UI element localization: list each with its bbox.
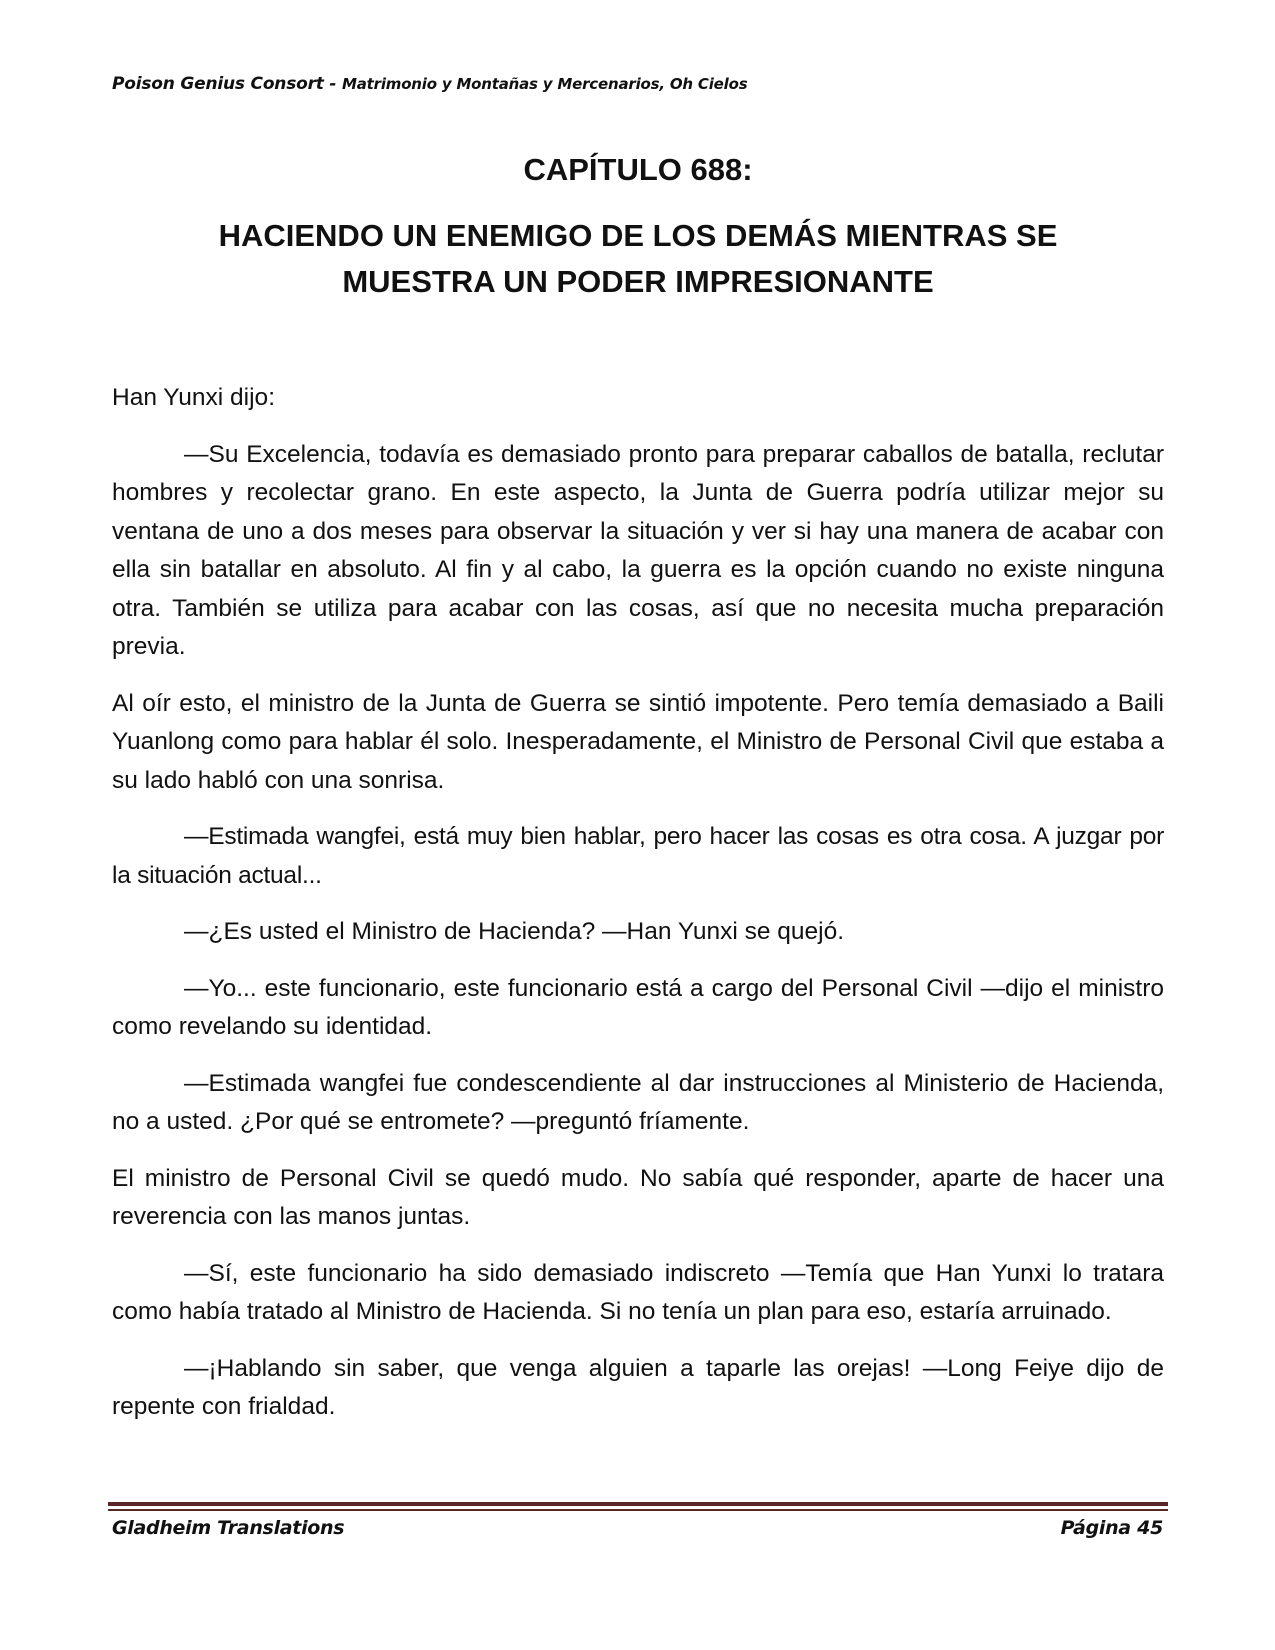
- paragraph: —Estimada wangfei, está muy bien hablar, pero hacer las cosas es otra cosa. A juzgar por la situación actual...: [112, 823, 1164, 889]
- paragraph: —Sí, este funcionario ha sido demasiado indiscreto —Temía que Han Yunxi lo tratara como había tratado al Ministro de Hacienda. Si no tenía un plan para eso, estaría arruinado.: [112, 1259, 1164, 1325]
- book-title: Matrimonio y Montañas y Mercenarios, Oh Cielos: [342, 75, 748, 93]
- chapter-number: CAPÍTULO 688:: [523, 152, 753, 187]
- paragraph: —¡Hablando sin saber, que venga alguien a taparle las orejas! —Long Feiye dijo de repente con frialdad.: [112, 1354, 1164, 1420]
- running-header: [112, 74, 747, 94]
- body-text: [112, 379, 1164, 1445]
- paragraph: —Yo... este funcionario, este funcionario está a cargo del Personal Civil —dijo el ministro como revelando su identidad.: [112, 974, 1164, 1040]
- paragraph: El ministro de Personal Civil se quedó mudo. No sabía qué responder, aparte de hacer una reverencia con las manos juntas.: [112, 1164, 1164, 1230]
- chapter-title: HACIENDO UN ENEMIGO DE LOS DEMÁS MIENTRAS SE MUESTRA UN PODER IMPRESIONANTE: [218, 218, 1058, 299]
- footer-rule: [108, 1502, 1168, 1506]
- footer-page-number: Página 45: [1060, 1517, 1163, 1539]
- paragraph: —¿Es usted el Ministro de Hacienda? —Han Yunxi se quejó.: [184, 918, 845, 945]
- paragraph: Al oír esto, el ministro de la Junta de Guerra se sintió impotente. Pero temía demasiado a Baili Yuanlong como para hablar él solo. Inesperadamente, el Ministro de Personal Civil que estaba a su lado habló con una sonrisa.: [112, 689, 1164, 794]
- series-title: Poison Genius Consort: [112, 74, 324, 94]
- paragraph: —Su Excelencia, todavía es demasiado pronto para preparar caballos de batalla, reclutar hombres y recolectar grano. En este aspecto, la Junta de Guerra podría utilizar mejor su ventana de uno a dos meses para observar la situación y ver si hay una manera de acabar con ella sin batallar en absoluto. Al fin y al cabo, la guerra es la opción cuando no existe ninguna otra. También se utiliza para acabar con las cosas, así que no necesita mucha preparación previa.: [112, 440, 1164, 660]
- paragraph: —Estimada wangfei fue condescendiente al dar instrucciones al Ministerio de Hacienda, no a usted. ¿Por qué se entromete? —preguntó fríamente.: [112, 1069, 1164, 1135]
- header-separator: -: [323, 74, 343, 94]
- footer-rule-thin: [108, 1509, 1168, 1511]
- footer-translator: Gladheim Translations: [112, 1517, 345, 1539]
- paragraph: Han Yunxi dijo:: [112, 384, 275, 411]
